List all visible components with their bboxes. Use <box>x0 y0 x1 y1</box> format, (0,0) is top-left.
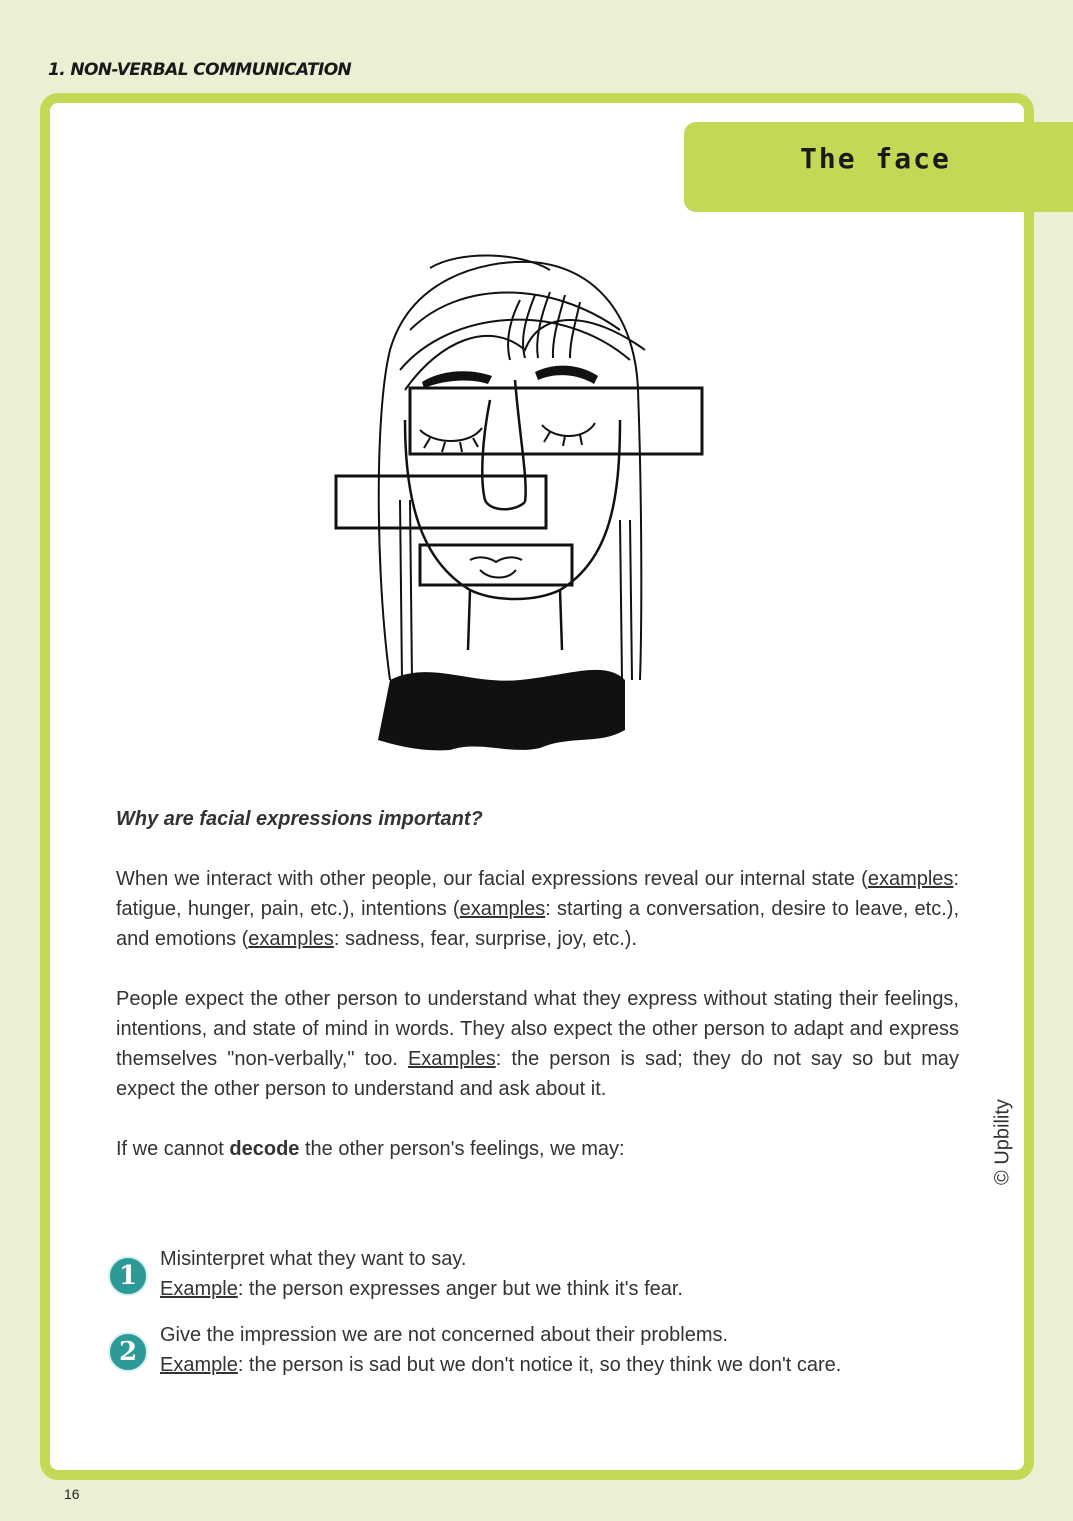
list-item-example <box>160 1274 968 1304</box>
p2-text-b: : the person is sad; they do not say so but may expect the other person to understand and ask about it. <box>116 1048 959 1100</box>
example-text: : the person is sad but we don't notice it, so they think we don't care. <box>237 1354 842 1376</box>
paragraph-2 <box>116 984 959 1104</box>
p2-text-a: People expect the other person to understand what they express without stating their feelings, intentions, and state of mind in words. They also expect the other person to adapt and express themselves "non-verbally," too. <box>116 988 959 1070</box>
section-question: Why are facial expressions important? <box>116 808 483 830</box>
eyebrows <box>422 366 598 388</box>
woman-face-illustration <box>320 240 720 770</box>
p3-text-a: If we cannot <box>116 1138 230 1160</box>
page-title: The face <box>800 142 951 175</box>
p1-text-b: : fatigue, hunger, pain, etc.), intentions ( <box>116 868 959 920</box>
p1-examples-3: examples <box>248 928 334 950</box>
p2-examples: Examples <box>407 1048 496 1070</box>
example-text: : the person expresses anger but we think it's fear. <box>237 1278 683 1300</box>
number-1-badge: 1 <box>108 1256 148 1296</box>
example-label: Example <box>160 1278 238 1300</box>
p1-examples-2: examples <box>459 898 546 920</box>
list-item-example <box>160 1350 968 1380</box>
closed-eyes <box>420 423 595 452</box>
face <box>405 380 620 650</box>
paragraph-1 <box>116 864 959 954</box>
section-header: 1. NON-VERBAL COMMUNICATION <box>48 60 352 80</box>
consequence-list <box>108 1244 968 1396</box>
mouth <box>470 557 522 577</box>
list-item-title: Misinterpret what they want to say. <box>160 1248 467 1270</box>
p3-text-b: the other person's feelings, we may: <box>299 1138 625 1160</box>
copyright-credit: © Upbility <box>991 1099 1014 1185</box>
paragraph-3 <box>116 1134 959 1164</box>
p3-decode: decode <box>229 1138 300 1160</box>
p1-text-a: When we interact with other people, our facial expressions reveal our internal state ( <box>116 868 868 890</box>
p1-text-c: : starting a conversation, desire to leave, etc.), and emotions ( <box>116 898 960 950</box>
shirt <box>378 670 625 750</box>
list-item <box>108 1244 968 1304</box>
hair <box>379 255 645 680</box>
list-item <box>108 1320 968 1380</box>
number-2-badge: 2 <box>108 1332 148 1372</box>
main-text <box>116 804 959 1194</box>
page-number: 16 <box>64 1486 80 1502</box>
example-label: Example <box>160 1354 238 1376</box>
p1-text-d: : sadness, fear, surprise, joy, etc.). <box>333 928 637 950</box>
list-item-title: Give the impression we are not concerned about their problems. <box>160 1324 729 1346</box>
p1-examples-1: examples <box>867 868 954 890</box>
